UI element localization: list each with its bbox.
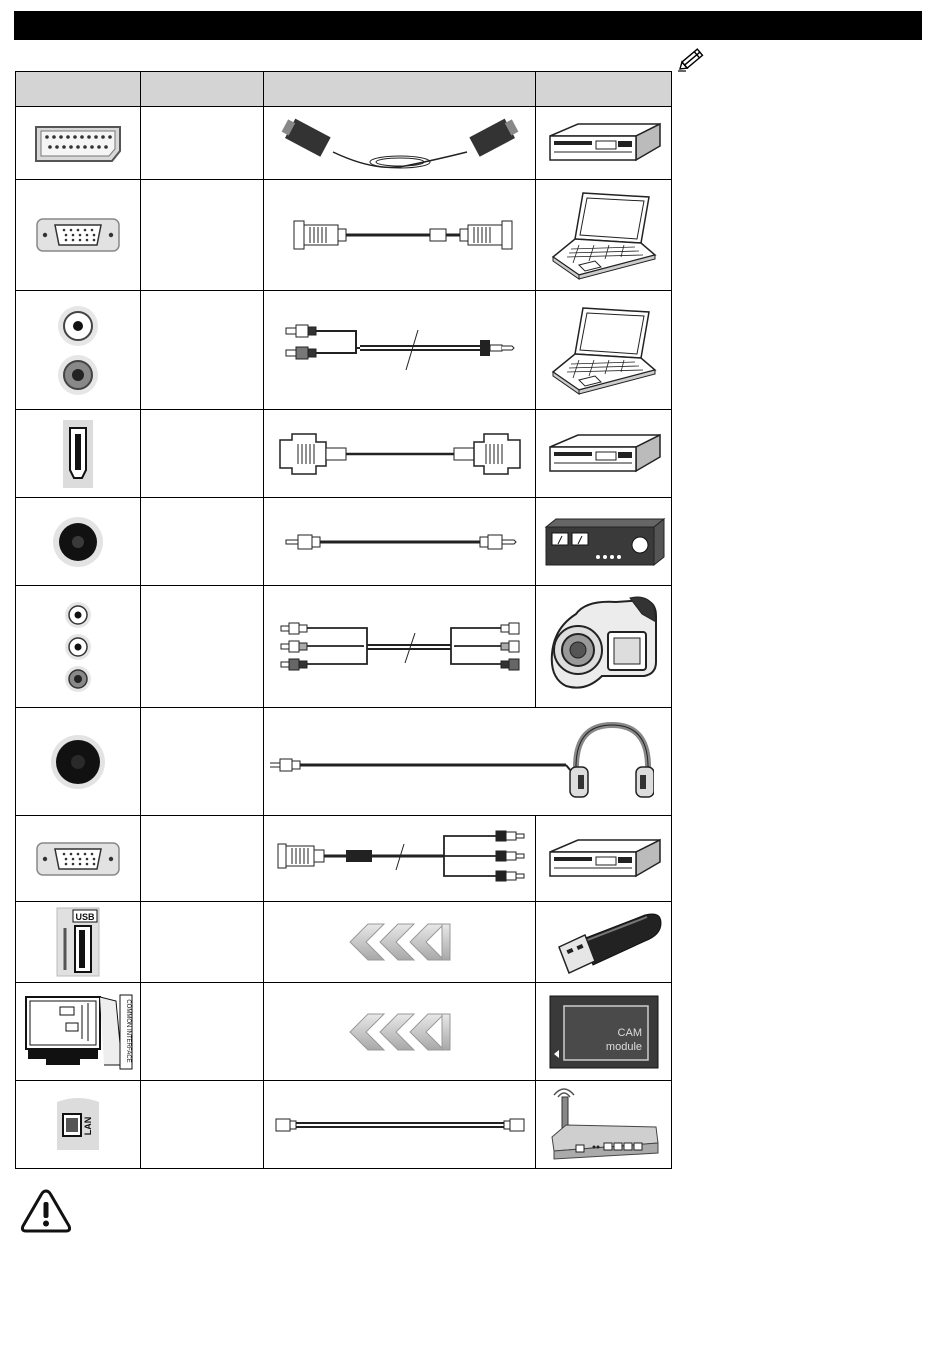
usb-socket-icon [55, 906, 101, 978]
coaxial-socket-icon [52, 516, 104, 568]
cam-module-icon [546, 992, 662, 1072]
type-label [141, 180, 264, 291]
insert-arrows-icon [348, 922, 452, 962]
usb-stick-icon [545, 909, 663, 975]
connection-table [15, 71, 672, 1169]
headphone-cable-icon [264, 717, 654, 807]
dvd-player-icon [544, 431, 664, 477]
coaxial-cable-icon [280, 527, 520, 557]
lan-label: LAN [83, 1116, 93, 1135]
headphone-socket-icon [50, 733, 106, 791]
header-type [141, 72, 264, 107]
dvd-player-icon [544, 120, 664, 166]
vga-cable-icon [280, 213, 520, 257]
hdmi-socket-icon [61, 418, 95, 490]
rca-audio-sockets-icon [53, 300, 103, 400]
type-label [141, 1081, 264, 1169]
insert-arrows-icon [348, 1012, 452, 1052]
laptop-icon [549, 189, 659, 281]
type-label [141, 291, 264, 410]
module-label: module [605, 1040, 642, 1053]
table-row [16, 1081, 672, 1169]
laptop-icon [549, 304, 659, 396]
header-connector [16, 72, 141, 107]
camcorder-icon [546, 592, 662, 702]
type-label [141, 902, 264, 983]
type-label [141, 410, 264, 498]
table-row [16, 902, 672, 983]
table-row [16, 291, 672, 410]
vga-to-component-cable-icon [272, 826, 528, 892]
table-header-row [16, 72, 672, 107]
header-device [536, 72, 672, 107]
type-label [141, 983, 264, 1081]
header-bar [14, 11, 922, 40]
ethernet-cable-icon [272, 1113, 528, 1137]
usb-label: USB [75, 912, 95, 922]
router-icon [546, 1087, 662, 1163]
scart-socket-icon [32, 121, 124, 165]
table-row [16, 708, 672, 816]
type-label [141, 107, 264, 180]
rca-to-jack-cable-icon [280, 318, 520, 382]
type-label [141, 708, 264, 816]
table-row [16, 498, 672, 586]
table-row [16, 586, 672, 708]
warning-triangle-icon [20, 1188, 72, 1234]
table-row [16, 107, 672, 180]
amplifier-icon [542, 517, 666, 567]
cam-label: CAM [617, 1026, 642, 1039]
common-interface-label: COMMON INTERFACE [125, 998, 131, 1063]
hdmi-cable-icon [276, 428, 524, 480]
table-row [16, 410, 672, 498]
lan-socket-icon [55, 1096, 101, 1154]
tv-ci-slot-icon [22, 991, 134, 1073]
table-row [16, 983, 672, 1081]
pencil-icon [676, 43, 710, 73]
composite-cable-icon [275, 617, 525, 677]
composite-sockets-icon [63, 601, 93, 693]
vga-socket-icon [35, 217, 121, 253]
headphones-icon [570, 725, 654, 797]
table-row [16, 180, 672, 291]
type-label [141, 498, 264, 586]
dvd-player-icon [544, 836, 664, 882]
vga-socket-icon [35, 841, 121, 877]
scart-cable-icon [275, 110, 525, 176]
type-label [141, 586, 264, 708]
header-cables [264, 72, 536, 107]
type-label [141, 816, 264, 902]
table-row [16, 816, 672, 902]
